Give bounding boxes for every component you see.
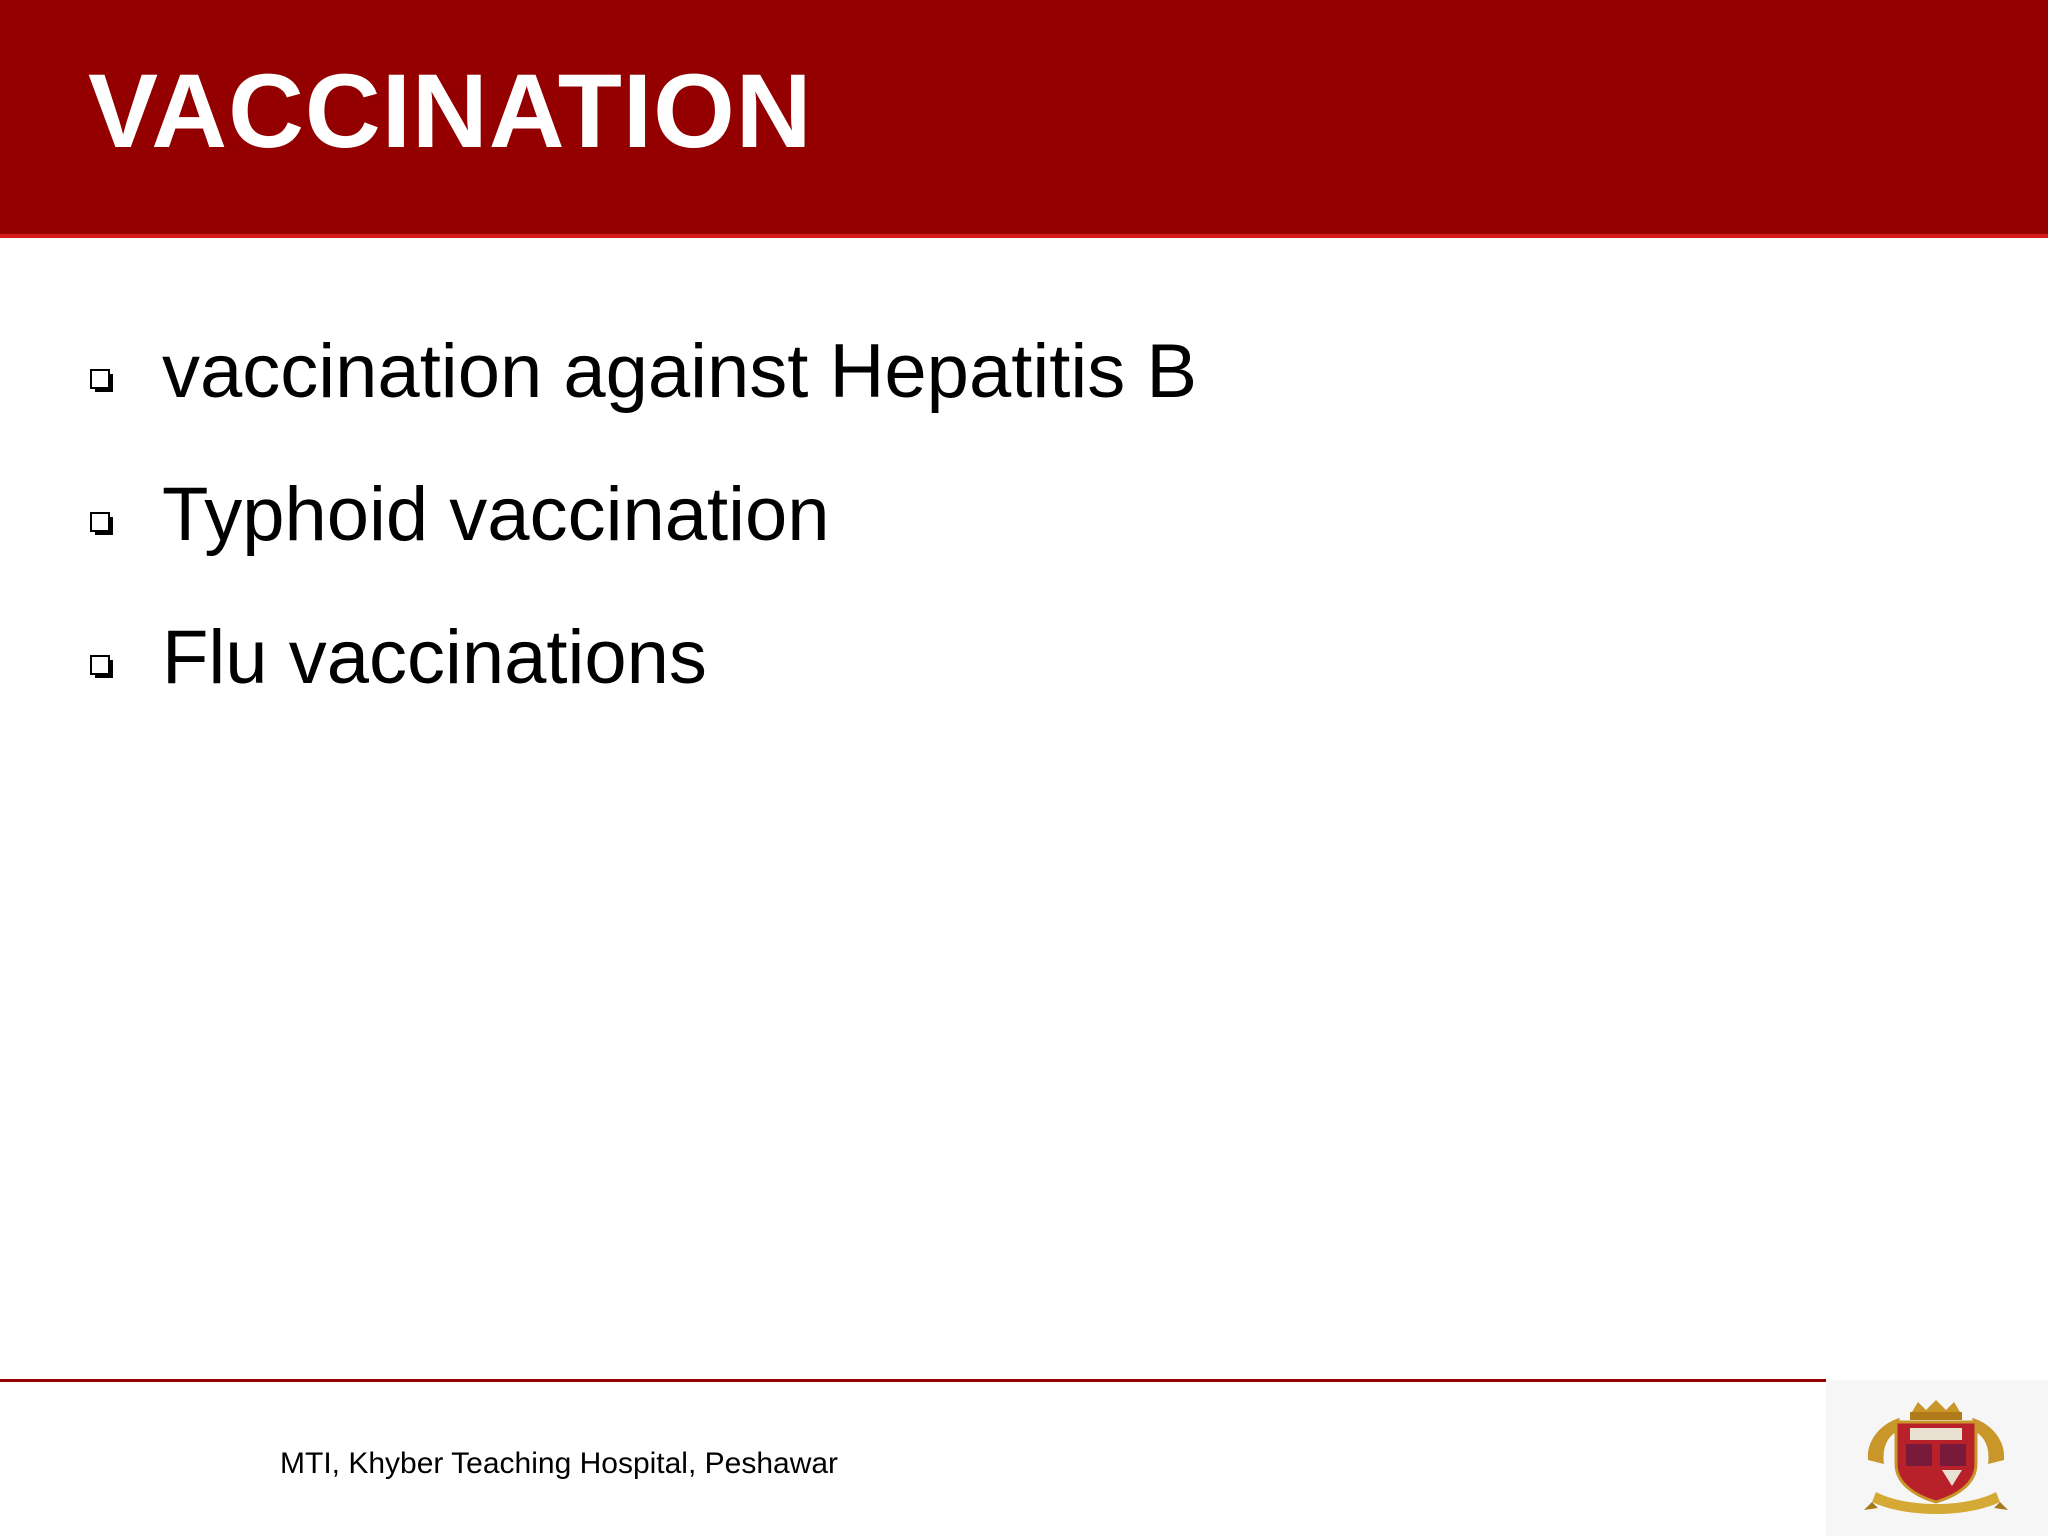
- title-bar-underline: [0, 234, 2048, 238]
- square-bullet-icon: [90, 655, 112, 677]
- footer-divider: [0, 1379, 1826, 1382]
- hospital-crest-logo: [1826, 1380, 2048, 1536]
- bullet-item: [90, 586, 1197, 729]
- bullet-list: [90, 300, 1197, 729]
- footer-text: MTI, Khyber Teaching Hospital, Peshawar: [280, 1447, 839, 1480]
- bullet-text: Typhoid vaccination: [162, 471, 830, 557]
- square-bullet-icon: [90, 369, 112, 391]
- bullet-text: vaccination against Hepatitis B: [162, 328, 1198, 414]
- bullet-text: Flu vaccinations: [162, 614, 707, 700]
- bullet-item: [90, 443, 1197, 586]
- slide-title: VACCINATION: [88, 53, 813, 170]
- square-bullet-icon: [90, 512, 112, 534]
- bullet-item: [90, 300, 1197, 443]
- crest-icon: [1856, 1398, 2016, 1518]
- title-bar: [0, 0, 2048, 238]
